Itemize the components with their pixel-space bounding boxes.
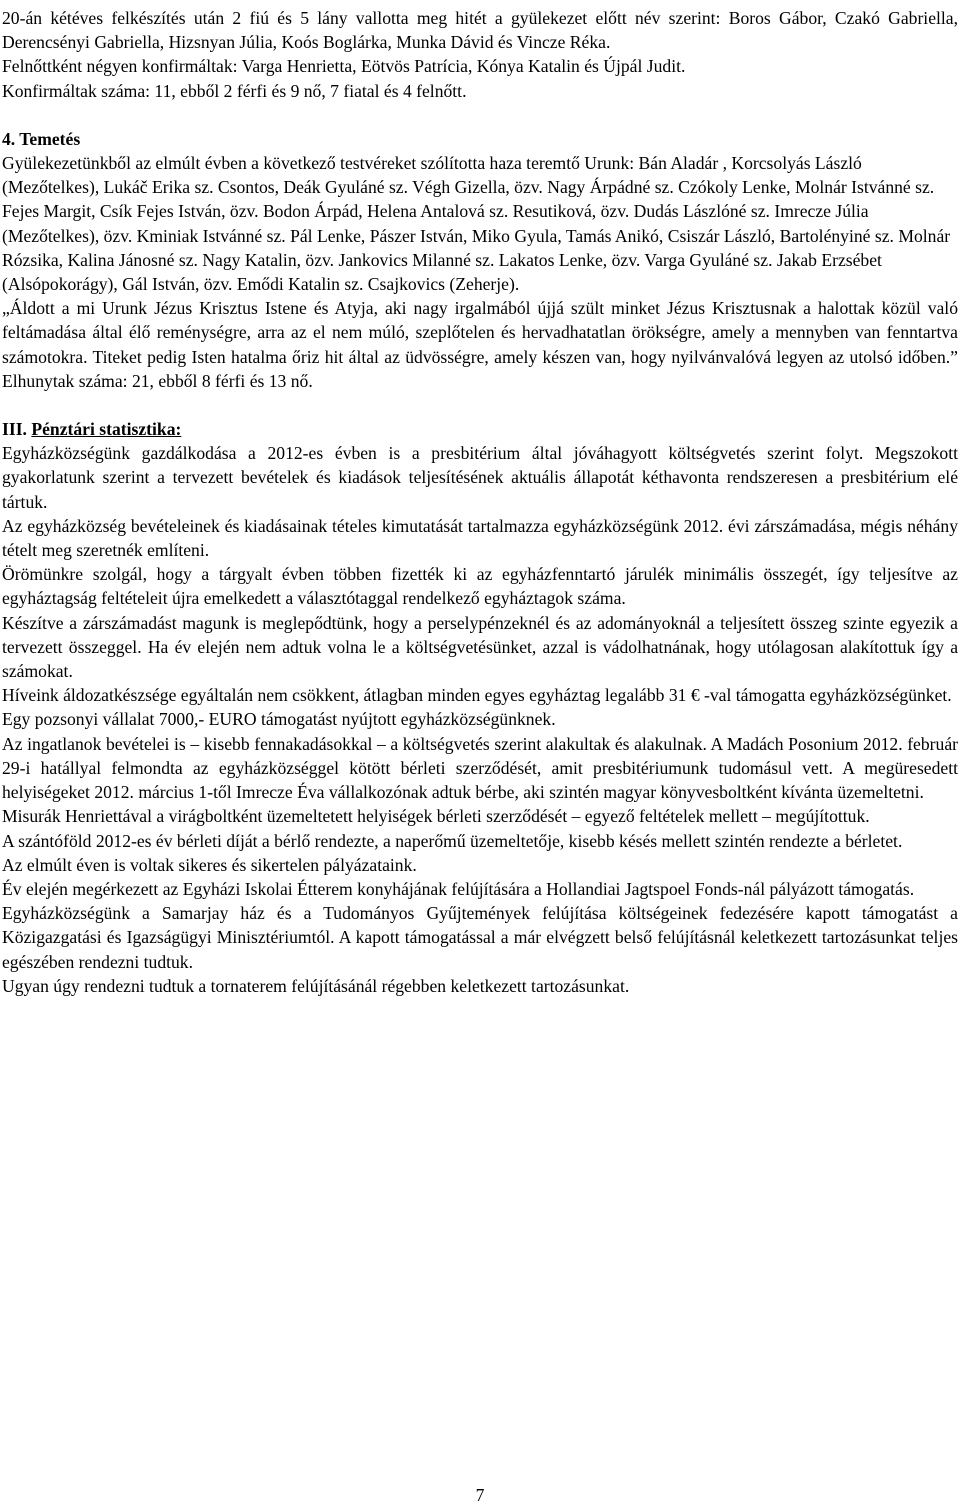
finance-paragraph: Híveink áldozatkészsége egyáltalán nem csökkent, átlagban minden egyes egyháztag legalább 31 € -val támogatta egyházközségünket.	[2, 685, 952, 706]
finance-paragraph: Egyházközségünk gazdálkodása a 2012-es évben is a presbitérium által jóváhagyott költségvetés szerint folyt. Megszokott gyakorlatunk szerint a tervezett bevételek és kiadások teljesítésének aktuális állapotát kéthavonta rendszeresen a presbitérium elé tártuk.	[2, 443, 958, 512]
finance-paragraph: Év elején megérkezett az Egyházi Iskolai Étterem konyhájának felújítására a Hollandiai Jagtspoel Fonds-nál pályázott támogatás.	[2, 878, 915, 899]
finance-paragraph: Misurák Henriettával a virágboltként üzemeltetett helyiségek bérleti szerződését – egyező feltételek mellett – megújítottuk.	[2, 806, 870, 827]
funeral-heading: 4. Temetés	[2, 128, 81, 149]
confirmation-summary: Konfirmáltak száma: 11, ebből 2 férfi és 9 nő, 7 fiatal és 4 felnőtt.	[2, 80, 467, 101]
finance-paragraph: Örömünkre szolgál, hogy a tárgyalt évben többen fizették ki az egyházfenntartó járulék minimális összegét, így teljesítve az egyháztagság feltételeit újra emelkedett a választótaggal rendelkező egyháztagok száma.	[2, 564, 958, 609]
finance-paragraph: A szántóföld 2012-es év bérleti díját a bérlő rendezte, a naperőmű üzemeltetője, kisebb késés mellett szintén rendezte a bérletet.	[2, 830, 903, 851]
section-spacer	[2, 393, 958, 417]
finance-paragraph: Az egyházközség bevételeinek és kiadásainak tételes kimutatását tartalmazza egyházközségünk 2012. évi zárszámadása, mégis néhány tételt meg szeretnék említeni.	[2, 515, 958, 561]
finance-paragraph: Az ingatlanok bevételei is – kisebb fennakadásokkal – a költségvetés szerint alakultak és alakulnak. A Madách Posonium 2012. február 29-i hatállyal felmondta az egyházközséggel kötött bérleti szerződését, amit presbitériumunk tudomásul vett. A megüresedett helyiségeket 2012. március 1-től Imrecze Éva vállalkozónak adtuk bérbe, aki szintén magyar könyvesboltként kívánta üzemeltetni.	[2, 733, 958, 803]
finance-paragraph: Egyházközségünk a Samarjay ház és a Tudományos Gyűjtemények felújítása költségeinek fedezésére kapott támogatást a Közigazgatási és Igazságügyi Minisztériumtól. A kapott támogatással a már elvégzett belső felújításnál keletkezett tartozásunkat teljes egészében rendezni tudtuk.	[2, 903, 958, 972]
funeral-names-paragraph: Gyülekezetünkből az elmúlt évben a következő testvéreket szólította haza teremtő Urunk: Bán Aladár , Korcsolyás László (Mezőtelkes), Lukáč Erika sz. Csontos, Deák Gyuláné sz. Végh Gizella, özv. Nagy Árpádné sz. Czókoly Lenke, Molnár Istvánné sz. Fejes Margit, Csík Fejes István, özv. Bodon Árpád, Helena Antalová sz. Resutiková, özv. Dudás Lászlóné sz. Imrecze Júlia (Mezőtelkes), özv. Kminiak Istvánné sz. Pál Lenke, Pászer István, Miko Gyula, Tamás Anikó, Csiszár László, Bartolényiné sz. Molnár Rózsika, Kalina Jánosné sz. Nagy Katalin, özv. Jankovics Milanné sz. Lakatos Lenke, özv. Varga Gyuláné sz. Jakab Erzsébet (Alsópokorágy), Gál István, özv. Emődi Katalin sz. Csajkovics (Zeherje).	[2, 153, 951, 295]
confirmation-adults-paragraph: Felnőttként négyen konfirmáltak: Varga Henrietta, Eötvös Patrícia, Kónya Katalin és Újpál Judit.	[2, 56, 686, 77]
page-number: 7	[475, 1485, 485, 1505]
finance-paragraph: Készítve a zárszámadást magunk is meglepődtünk, hogy a perselypénzeknél és az adományoknál a teljesített összeg szinte egyezik a tervezett összeggel. Ha év elején nem adtuk volna le a költségvetésünket, azzal is vádolhatnának, hogy utólagosan alakítottuk így a számokat.	[2, 612, 958, 682]
confirmation-youth-paragraph: 20-án kétéves felkészítés után 2 fiú és 5 lány vallotta meg hitét a gyülekezet előtt név szerint: Boros Gábor, Czakó Gabriella, Derencsényi Gabriella, Hizsnyan Júlia, Koós Boglárka, Munka Dávid és Vincze Réka.	[2, 8, 958, 53]
finance-roman-numeral: III.	[2, 419, 27, 440]
finance-paragraph: Ugyan úgy rendezni tudtuk a tornaterem felújításánál régebben keletkezett tartozásunkat.	[2, 975, 630, 996]
finance-paragraph: Egy pozsonyi vállalat 7000,- EURO támogatást nyújtott egyházközségünknek.	[2, 709, 556, 730]
finance-title: Pénztári statisztika:	[31, 419, 182, 440]
funeral-scripture-paragraph: „Áldott a mi Urunk Jézus Krisztus Istene és Atyja, aki nagy irgalmából újjá szült minket Jézus Krisztusnak a halottak közül való feltámadása által élő reménységre, arra az el nem múló, szeplőtelen és hervadhatatlan örökségre, amely a mennyben van fenntartva számotokra. Titeket pedig Isten hatalma őriz hit által az üdvösségre, amely készen van, hogy nyilvánvalóvá legyen az utolsó időben.” Elhunytak száma: 21, ebből 8 férfi és 13 nő.	[2, 298, 958, 391]
finance-paragraph: Az elmúlt éven is voltak sikeres és sikertelen pályázataink.	[2, 854, 417, 875]
section-spacer	[2, 103, 958, 127]
finance-heading	[2, 417, 958, 441]
